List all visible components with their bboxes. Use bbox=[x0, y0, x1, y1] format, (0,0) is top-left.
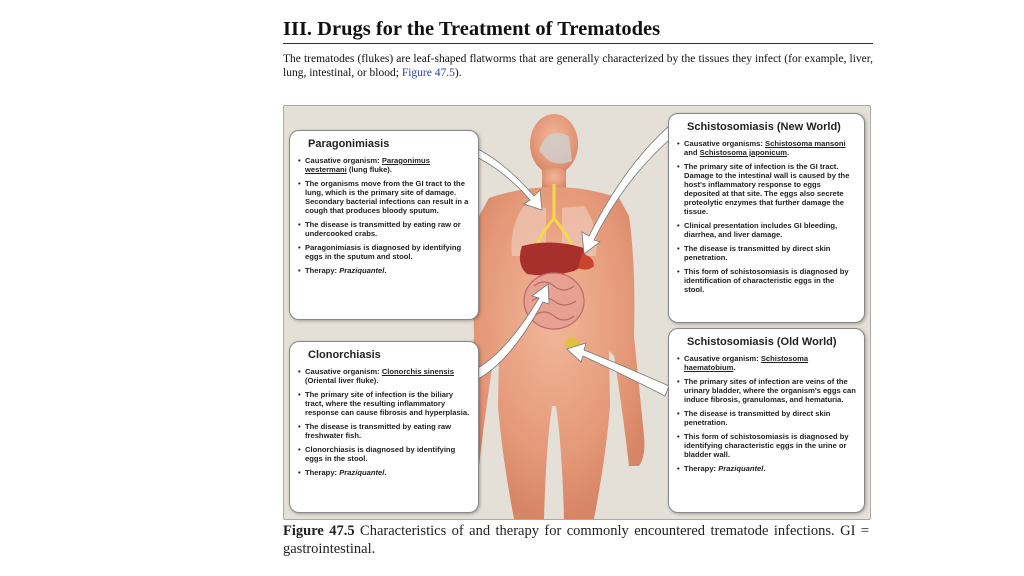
schisto-new-site: • The primary site of infection is the GI tract. Damage to the intestinal wall is caused by the host's inflammatory response to eggs deposited at that site. The eggs also secrete proteolytic enzymes that further damage the tissue. bbox=[677, 162, 856, 216]
clonorchiasis-transmission: • The disease is transmitted by eating raw freshwater fish. bbox=[298, 422, 470, 440]
clonorchiasis-title: Clonorchiasis bbox=[308, 349, 381, 361]
schisto-old-site: • The primary sites of infection are veins of the urinary bladder, where the organism's eggs can induce fibrosis, granulomas, and hematuria. bbox=[677, 377, 856, 404]
intestines-illustration bbox=[524, 273, 584, 329]
schisto-new-presentation: • Clinical presentation includes GI bleeding, diarrhea, and liver damage. bbox=[677, 221, 856, 239]
intro-text: The trematodes (flukes) are leaf-shaped flatworms that are generally characterized by the tissues they infect (for example, liver, lung, intestinal, or blood; bbox=[283, 53, 873, 79]
section-heading: III. Drugs for the Treatment of Trematodes bbox=[283, 18, 873, 44]
schistosomiasis-old-world-box bbox=[668, 328, 865, 513]
figure-link[interactable]: Figure 47.5 bbox=[401, 67, 455, 79]
caption-label: Figure 47.5 bbox=[283, 523, 355, 539]
schisto-new-transmission: • The disease is transmitted by direct skin penetration. bbox=[677, 244, 856, 262]
intro-end: ). bbox=[454, 67, 462, 79]
paragonimiasis-title: Paragonimiasis bbox=[308, 138, 390, 150]
schistosomiasis-new-world-box bbox=[668, 113, 865, 323]
intro-paragraph bbox=[283, 52, 873, 80]
schisto-new-organisms: • Causative organisms: Schistosoma mansoni and Schistosoma japonicum. bbox=[677, 139, 856, 157]
paragonimiasis-organism: • Causative organism: Paragonimus westermani (lung fluke). bbox=[298, 156, 470, 174]
clonorchiasis-therapy: • Therapy: Praziquantel. bbox=[298, 468, 470, 477]
schisto-old-diagnosis: • This form of schistosomiasis is diagnosed by identifying characteristic eggs in the urine or bladder wall. bbox=[677, 432, 856, 459]
paragonimiasis-box bbox=[289, 130, 479, 320]
caption-text: Characteristics of and therapy for commonly encountered trematode infections. GI = gastrointestinal. bbox=[283, 523, 870, 557]
schisto-old-title: Schistosomiasis (Old World) bbox=[687, 336, 837, 348]
figure-caption bbox=[283, 522, 869, 558]
paragonimiasis-site: • The organisms move from the GI tract to the lung, which is the primary site of damage. Secondary bacterial infections can result in a cough that produces bloody sputum. bbox=[298, 179, 470, 215]
schisto-new-diagnosis: • This form of schistosomiasis is diagnosed by identification of characteristic eggs in the stool. bbox=[677, 267, 856, 294]
schisto-new-title: Schistosomiasis (New World) bbox=[687, 121, 841, 133]
schisto-old-organism: • Causative organism: Schistosoma haematobium. bbox=[677, 354, 856, 372]
schisto-old-therapy: • Therapy: Praziquantel. bbox=[677, 464, 856, 473]
trematode-figure bbox=[283, 105, 871, 520]
clonorchiasis-diagnosis: • Clonorchiasis is diagnosed by identifying eggs in the stool. bbox=[298, 445, 470, 463]
paragonimiasis-diagnosis: • Paragonimiasis is diagnosed by identifying eggs in the sputum and stool. bbox=[298, 243, 470, 261]
paragonimiasis-transmission: • The disease is transmitted by eating raw or undercooked crabs. bbox=[298, 220, 470, 238]
clonorchiasis-site: • The primary site of infection is the biliary tract, where the resulting inflammatory response can cause fibrosis and hyperplasia. bbox=[298, 390, 470, 417]
paragonimiasis-therapy: • Therapy: Praziquantel. bbox=[298, 266, 470, 275]
schisto-old-transmission: • The disease is transmitted by direct skin penetration. bbox=[677, 409, 856, 427]
clonorchiasis-box bbox=[289, 341, 479, 513]
clonorchiasis-organism: • Causative organism: Clonorchis sinensis (Oriental liver fluke). bbox=[298, 367, 470, 385]
